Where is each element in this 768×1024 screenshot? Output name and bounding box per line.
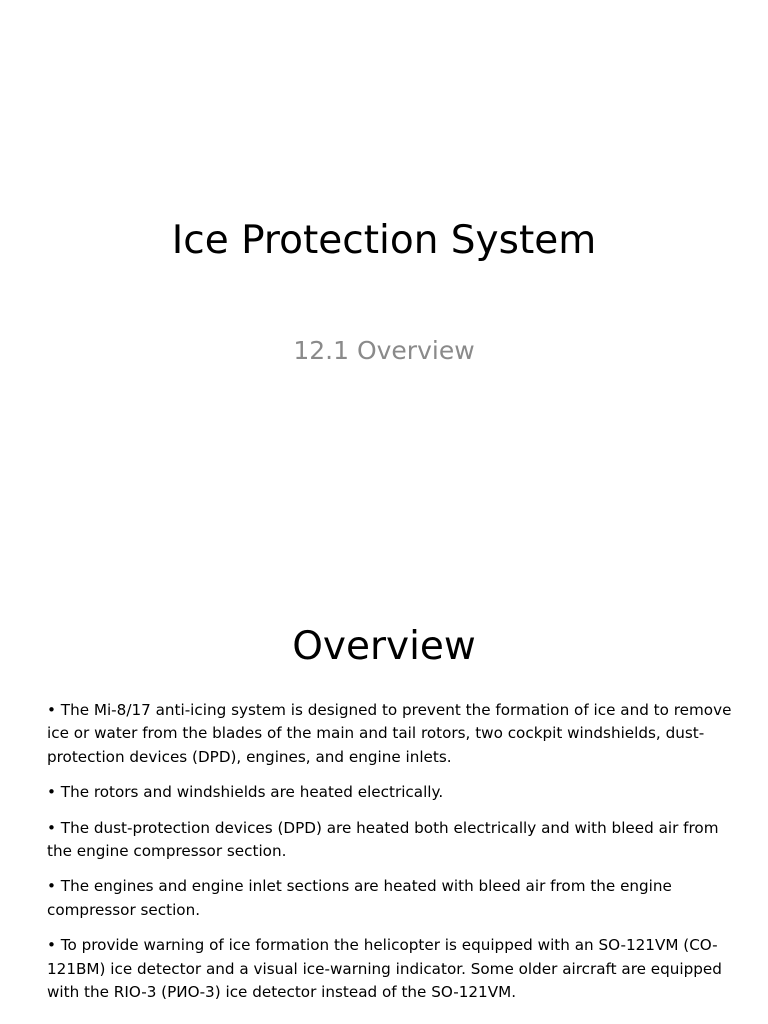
bullet-item: • The dust-protection devices (DPD) are heated both electrically and with bleed air from the engine compressor section. [47,818,719,861]
bullet-item: • To provide warning of ice formation the helicopter is equipped with an SO-121VM (CO-121BM) ice detector and a visual ice-warning indicator. Some older aircraft are equipped with the RIO-3 (РИО-3) ice detector instead of the SO-121VM. [47,936,722,1002]
overview-slide [0,576,768,1024]
bullet-item: • The engines and engine inlet sections are heated with bleed air from the engine compressor section. [47,877,672,919]
bullet-list [47,699,737,1016]
slide-subtitle: 12.1 Overview [293,336,475,365]
bullet-item: • The Mi-8/17 anti-icing system is designed to prevent the formation of ice and to remove ice or water from the blades of the main and tail rotors, two cockpit windshields, dust-protection devices (DPD), engines, and engine inlets. [47,701,732,766]
overview-heading: Overview [292,624,476,669]
bullet-item: • The rotors and windshields are heated electrically. [47,783,444,802]
slide-title: Ice Protection System [171,218,597,263]
